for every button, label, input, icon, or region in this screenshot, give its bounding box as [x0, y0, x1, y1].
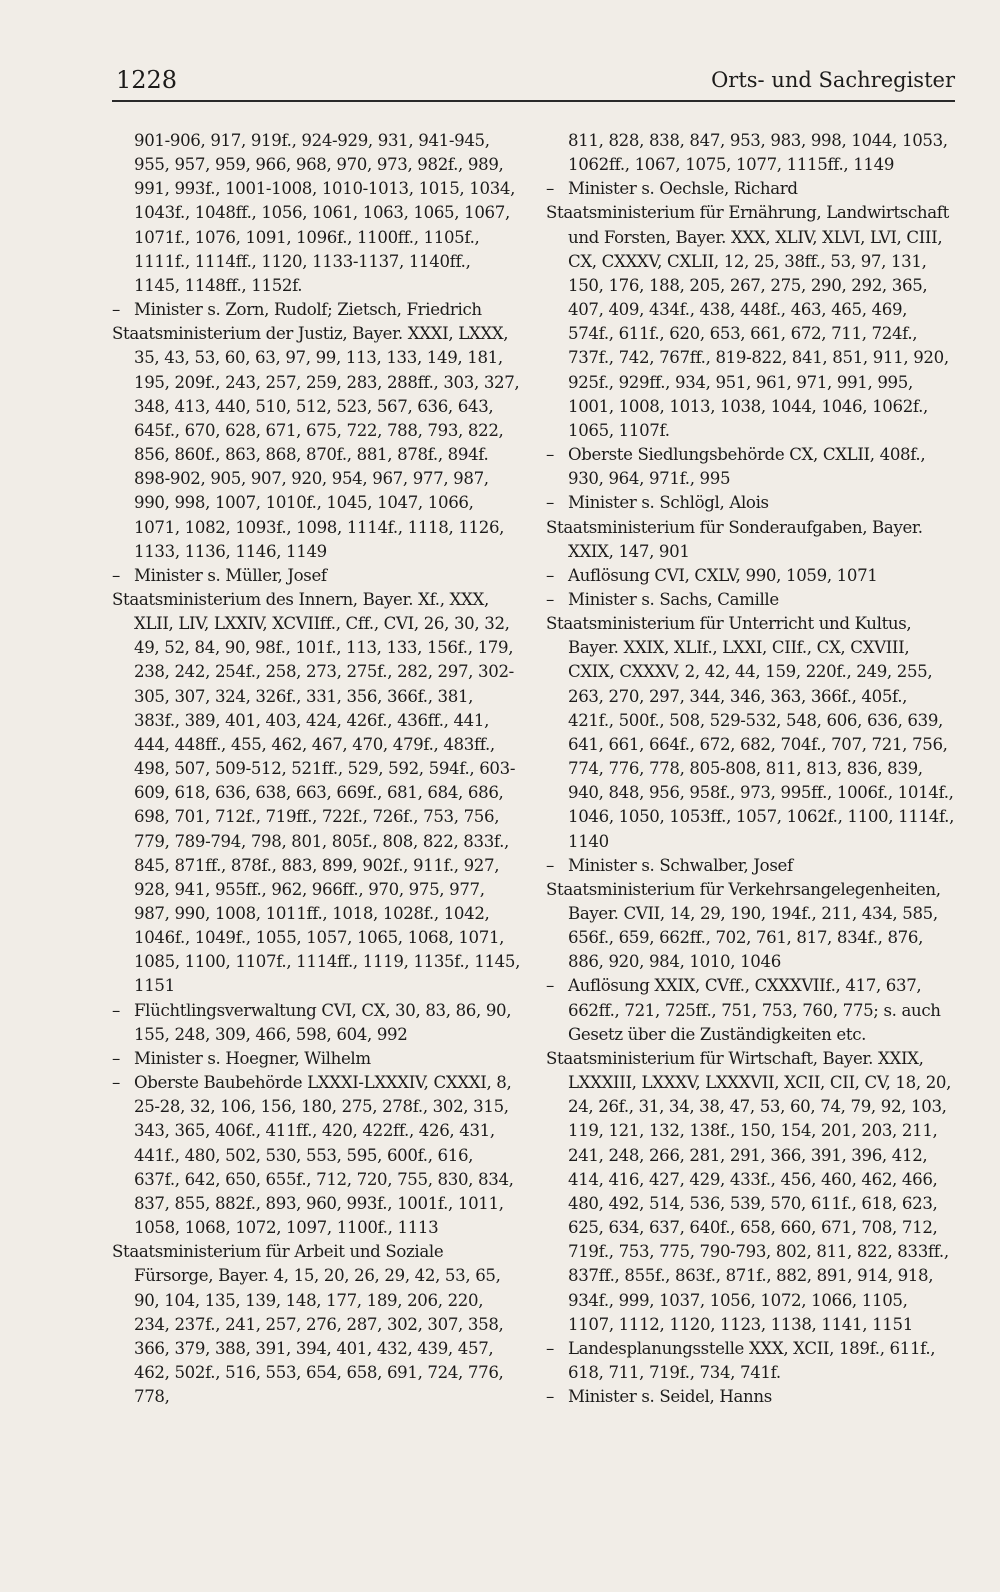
subentry-text: Oberste Baubehörde LXXXI-LXXXIV, CXXXI, 8, 25-28, 32, 106, 156, 180, 275, 278f., 302, 315, 343, 365, 406f., 411ff., 420, 422ff., 426, 431, 441f., 480, 502, 530, 553, 595, 600f., 616, 637f., 642, 650, 655f., 712, 720, 755, 830, 834, 837, 855, 882f., 893, 960, 993f., 1001f., 1011, 1058, 1068, 1072, 1097, 1100f., 1113: [134, 1073, 514, 1238]
subentry-text: Oberste Siedlungsbehörde CX, CXLII, 408f., 930, 964, 971f., 995: [568, 445, 926, 489]
index-entry: Staatsministerium für Sonderaufgaben, Bayer. XXIX, 147, 901: [546, 517, 923, 561]
subentry-text: Auflösung XXIX, CVff., CXXXVIIf., 417, 637, 662ff., 721, 725ff., 751, 753, 760, 775; s. auch Gesetz über die Zuständigkeiten etc.: [568, 976, 941, 1044]
index-subentry: [546, 854, 954, 878]
subentry-text: Minister s. Seidel, Hanns: [568, 1387, 772, 1407]
subentry-text: Auflösung CVI, CXLV, 990, 1059, 1071: [568, 565, 878, 585]
index-entry: Staatsministerium der Justiz, Bayer. XXXI, LXXX, 35, 43, 53, 60, 63, 97, 99, 113, 133, 149, 181, 195, 209f., 243, 257, 259, 283, 288ff., 303, 327, 348, 413, 440, 510, 512, 523, 567, 636, 643, 645f., 670, 628, 671, 675, 722, 788, 793, 822, 856, 860f., 863, 868, 870f., 881, 878f., 894f. 898-902, 905, 907, 920, 954, 967, 977, 987, 990, 998, 1007, 1010f., 1045, 1047, 1066, 1071, 1082, 1093f., 1098, 1114f., 1118, 1126, 1133, 1136, 1146, 1149: [112, 324, 520, 561]
subentry-dash: –: [546, 445, 554, 465]
index-subentry: [546, 1337, 954, 1385]
subentry-dash: –: [546, 976, 554, 996]
index-subentry: [546, 491, 954, 515]
subentry-dash: –: [112, 1073, 120, 1093]
index-entry: Staatsministerium für Unterricht und Kultus, Bayer. XXIX, XLIf., LXXI, CIIf., CX, CXVIII, CXIX, CXXXV, 2, 42, 44, 159, 220f., 249, 255, 263, 270, 297, 344, 346, 363, 366f., 405f., 421f., 500f., 508, 529-532, 548, 606, 636, 639, 641, 661, 664f., 672, 682, 704f., 707, 721, 756, 774, 776, 778, 805-808, 811, 813, 836, 839, 940, 848, 956, 958f., 973, 995ff., 1006f., 1014f., 1046, 1050, 1053ff., 1057, 1062f., 1100, 1114f., 1140: [546, 614, 954, 851]
subentry-dash: –: [546, 1338, 554, 1358]
right-column: [546, 129, 954, 1409]
subentry-dash: –: [546, 1387, 554, 1407]
index-continuation: 811, 828, 838, 847, 953, 983, 998, 1044, 1053, 1062ff., 1067, 1075, 1077, 1115ff., 1149: [568, 131, 948, 175]
running-title: Orts- und Sachregister: [711, 68, 955, 92]
subentry-text: Minister s. Müller, Josef: [134, 565, 327, 585]
subentry-dash: –: [546, 179, 554, 199]
index-subentry: [546, 564, 954, 588]
index-continuation: 901-906, 917, 919f., 924-929, 931, 941-945, 955, 957, 959, 966, 968, 970, 973, 982f., 989, 991, 993f., 1001-1008, 1010-1013, 1015, 1034, 1043f., 1048ff., 1056, 1061, 1063, 1065, 1067, 1071f., 1076, 1091, 1096f., 1100ff., 1105f., 1111f., 1114ff., 1120, 1133-1137, 1140ff., 1145, 1148ff., 1152f.: [134, 131, 516, 295]
index-entry: Staatsministerium für Verkehrsangelegenheiten, Bayer. CVII, 14, 29, 190, 194f., 211, 434, 585, 656f., 659, 662ff., 702, 761, 817, 834f., 876, 886, 920, 984, 1010, 1046: [546, 879, 941, 972]
left-column: [112, 129, 520, 1409]
index-subentry: [546, 443, 954, 491]
subentry-text: Minister s. Sachs, Camille: [568, 589, 779, 609]
subentry-dash: –: [546, 565, 554, 585]
index-entry: Staatsministerium des Innern, Bayer. Xf., XXX, XLII, LIV, LXXIV, XCVIIff., Cff., CVI, 26, 30, 32, 49, 52, 84, 90, 98f., 101f., 113, 133, 156f., 179, 238, 242, 254f., 258, 273, 275f., 282, 297, 302-305, 307, 324, 326f., 331, 356, 366f., 381, 383f., 389, 401, 403, 424, 426f., 436ff., 441, 444, 448ff., 455, 462, 467, 470, 479f., 483ff., 498, 507, 509-512, 521ff., 529, 592, 594f., 603-609, 618, 636, 638, 663, 669f., 681, 684, 686, 698, 701, 712f., 719ff., 722f., 726f., 753, 756, 779, 789-794, 798, 801, 805f., 808, 822, 833f., 845, 871ff., 878f., 883, 899, 902f., 911f., 927, 928, 941, 955ff., 962, 966ff., 970, 975, 977, 987, 990, 1008, 1011ff., 1018, 1028f., 1042, 1046f., 1049f., 1055, 1057, 1065, 1068, 1071, 1085, 1100, 1107f., 1114ff., 1119, 1135f., 1145, 1151: [112, 589, 520, 996]
page-header: [112, 64, 955, 102]
subentry-text: Flüchtlingsverwaltung CVI, CX, 30, 83, 86, 90, 155, 248, 309, 466, 598, 604, 992: [134, 1000, 512, 1044]
index-subentry: [112, 564, 520, 588]
subentry-dash: –: [112, 1048, 120, 1068]
index-subentry: [546, 177, 954, 201]
subentry-text: Minister s. Schwalber, Josef: [568, 855, 793, 875]
page-number: 1228: [116, 66, 178, 94]
subentry-text: Minister s. Oechsle, Richard: [568, 179, 798, 199]
index-entry: Staatsministerium für Ernährung, Landwirtschaft und Forsten, Bayer. XXX, XLIV, XLVI, LVI, CIII, CX, CXXXV, CXLII, 12, 25, 38ff., 53, 97, 131, 150, 176, 188, 205, 267, 275, 290, 292, 365, 407, 409, 434f., 438, 448f., 463, 465, 469, 574f., 611f., 620, 653, 661, 672, 711, 724f., 737f., 742, 767ff., 819-822, 841, 851, 911, 920, 925f., 929ff., 934, 951, 961, 971, 991, 995, 1001, 1008, 1013, 1038, 1044, 1046, 1062f., 1065, 1107f.: [546, 203, 949, 440]
index-subentry: [546, 1385, 954, 1409]
subentry-dash: –: [112, 300, 120, 320]
index-subentry: [546, 588, 954, 612]
subentry-dash: –: [112, 565, 120, 585]
index-subentry: [112, 1047, 520, 1071]
index-subentry: [112, 1071, 520, 1240]
subentry-text: Landesplanungsstelle XXX, XCII, 189f., 611f., 618, 711, 719f., 734, 741f.: [568, 1338, 936, 1382]
index-entry: Staatsministerium für Arbeit und Soziale Fürsorge, Bayer. 4, 15, 20, 26, 29, 42, 53, 65, 90, 104, 135, 139, 148, 177, 189, 206, 220, 234, 237f., 241, 257, 276, 287, 302, 307, 358, 366, 379, 388, 391, 394, 401, 432, 439, 457, 462, 502f., 516, 553, 654, 658, 691, 724, 776, 778,: [112, 1242, 504, 1407]
subentry-dash: –: [112, 1000, 120, 1020]
subentry-text: Minister s. Schlögl, Alois: [568, 493, 769, 513]
index-subentry: [112, 298, 520, 322]
subentry-dash: –: [546, 855, 554, 875]
subentry-text: Minister s. Hoegner, Wilhelm: [134, 1048, 371, 1068]
index-subentry: [112, 999, 520, 1047]
index-subentry: [546, 974, 954, 1046]
index-entry: Staatsministerium für Wirtschaft, Bayer. XXIX, LXXXIII, LXXXV, LXXXVII, XCII, CII, CV, 18, 20, 24, 26f., 31, 34, 38, 47, 53, 60, 74, 79, 92, 103, 119, 121, 132, 138f., 150, 154, 201, 203, 211, 241, 248, 266, 281, 291, 366, 391, 396, 412, 414, 416, 427, 429, 433f., 456, 460, 462, 466, 480, 492, 514, 536, 539, 570, 611f., 618, 623, 625, 634, 637, 640f., 658, 660, 671, 708, 712, 719f., 753, 775, 790-793, 802, 811, 822, 833ff., 837ff., 855f., 863f., 871f., 882, 891, 914, 918, 934f., 999, 1037, 1056, 1072, 1066, 1105, 1107, 1112, 1120, 1123, 1138, 1141, 1151: [546, 1048, 952, 1334]
subentry-text: Minister s. Zorn, Rudolf; Zietsch, Friedrich: [134, 300, 482, 320]
subentry-dash: –: [546, 589, 554, 609]
subentry-dash: –: [546, 493, 554, 513]
